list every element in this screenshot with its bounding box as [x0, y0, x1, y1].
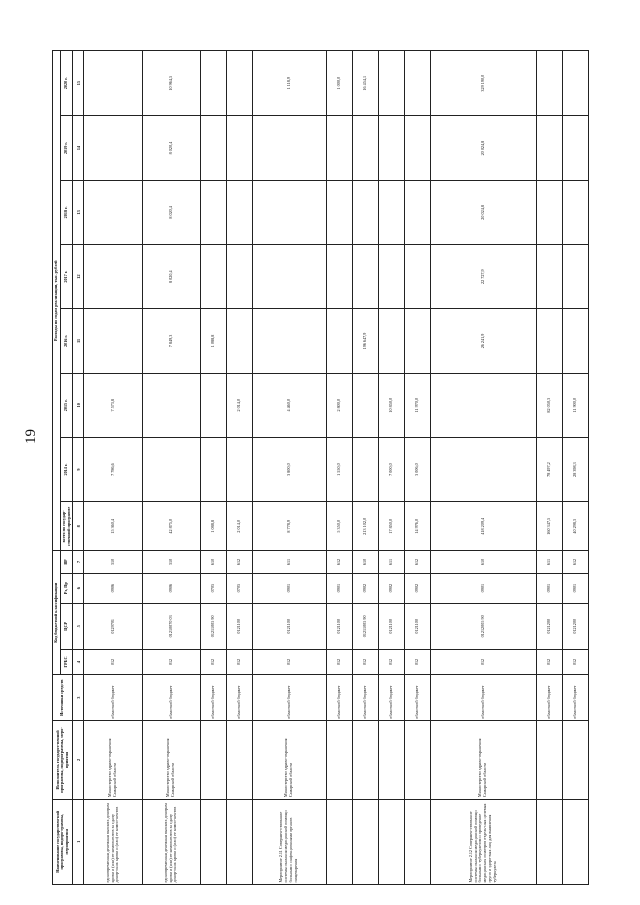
row-rzpr: 0902: [378, 573, 404, 603]
row-source: областной бюджет: [252, 675, 326, 721]
row-2018: [326, 180, 352, 244]
row-executor: [352, 721, 378, 799]
row-total: 14 976,0: [404, 502, 430, 551]
table-row: [226, 51, 252, 885]
row-2014: 7 786,6: [84, 437, 142, 501]
row-2018: [404, 180, 430, 244]
row-name: [378, 799, 404, 884]
row-2020: 16 454,1: [352, 51, 378, 116]
row-rzpr: 0901: [536, 573, 562, 603]
row-2019: [200, 116, 226, 180]
row-source: областной бюджет: [536, 675, 562, 721]
header-year: 2014 г.: [60, 437, 73, 501]
row-grbs: 012: [84, 649, 142, 674]
row-2020: [378, 51, 404, 116]
column-number: 10: [73, 373, 84, 437]
column-number: 12: [73, 245, 84, 309]
row-2019: [252, 116, 326, 180]
row-total: 15 360,4: [84, 502, 142, 551]
row-name: [352, 799, 378, 884]
row-2017: [200, 245, 226, 309]
row-rzpr: 0906: [84, 573, 142, 603]
row-executor: [404, 721, 430, 799]
row-executor: Министерство здраво-охранения Самарской области: [142, 721, 200, 799]
row-vr: 612: [404, 551, 430, 573]
row-2017: 22 727,9: [430, 245, 536, 309]
row-2017: [536, 245, 562, 309]
row-rzpr: 0906: [142, 573, 200, 603]
row-source: областной бюджет: [562, 675, 588, 721]
header-year: 2017 г.: [60, 245, 73, 309]
row-2018: [378, 180, 404, 244]
budget-table-rotated: [52, 50, 584, 885]
row-rzpr: 0901: [562, 573, 588, 603]
row-rzpr: 0901: [430, 573, 536, 603]
column-number: 14: [73, 116, 84, 180]
row-2020: [84, 51, 142, 116]
table-row: [378, 51, 404, 885]
table-row: [404, 51, 430, 885]
row-total: 160 347,5: [536, 502, 562, 551]
row-source: областной бюджет: [200, 675, 226, 721]
row-2017: 8 020,4: [142, 245, 200, 309]
row-2020: 329 190,0: [430, 51, 536, 116]
row-source: областной бюджет: [142, 675, 200, 721]
table-row: [562, 51, 588, 885]
row-2014: [142, 437, 200, 501]
row-2015: 2 800,0: [326, 373, 352, 437]
column-number: 5: [73, 603, 84, 649]
row-csr: 01210070 03: [142, 603, 200, 649]
row-total: 42 875,0: [142, 502, 200, 551]
table-row: [252, 51, 326, 885]
row-2019: [404, 116, 430, 180]
row-vr: 610: [200, 551, 226, 573]
row-2019: [84, 116, 142, 180]
table-body: [84, 51, 588, 885]
header-year: 2015 г.: [60, 373, 73, 437]
row-csr: 0121100: [326, 603, 352, 649]
row-source: областной бюджет: [430, 675, 536, 721]
row-2018: [252, 180, 326, 244]
row-2018: [200, 180, 226, 244]
row-total: 40 298,3: [562, 502, 588, 551]
row-2017: [326, 245, 352, 309]
row-name: [200, 799, 226, 884]
row-2018: [562, 180, 588, 244]
row-name: Мероприятие 2.12 Совершен-ствование системы оказания медицинской помощи больным с туберкулезом и проведение медицинских осмотров отдель-ных целевых групп и здоро-вых лиц для выявления туберкулеза: [430, 799, 536, 884]
row-2014: 28 398,3: [562, 437, 588, 501]
row-2019: [226, 116, 252, 180]
row-2014: [226, 437, 252, 501]
row-csr: 0121100: [404, 603, 430, 649]
row-name: [226, 799, 252, 884]
row-2017: [252, 245, 326, 309]
row-2020: [404, 51, 430, 116]
column-number: 2: [73, 721, 84, 799]
row-total: 5 350,0: [326, 502, 352, 551]
table-row: [352, 51, 378, 885]
row-2020: [226, 51, 252, 116]
row-vr: 611: [378, 551, 404, 573]
row-2020: 1 118,9: [252, 51, 326, 116]
row-2016: [536, 309, 562, 373]
header-executor: Исполнитель государст-венной программы, подпрограммы, меро-приятия: [53, 721, 73, 799]
column-number: 1: [73, 799, 84, 884]
row-name: [536, 799, 562, 884]
row-executor: Министерство здраво-охранения Самарской области: [430, 721, 536, 799]
row-executor: [326, 721, 352, 799]
table-row: [200, 51, 226, 885]
row-grbs: 012: [226, 649, 252, 674]
row-source: областной бюджет: [84, 675, 142, 721]
row-2017: [352, 245, 378, 309]
row-2015: 10 850,0: [378, 373, 404, 437]
row-csr: 0121200: [562, 603, 588, 649]
row-csr: 0129701: [84, 603, 142, 649]
row-executor: [562, 721, 588, 799]
column-number: 4: [73, 649, 84, 674]
header-csr: ЦСР: [60, 603, 73, 649]
row-executor: [200, 721, 226, 799]
row-2017: [226, 245, 252, 309]
row-executor: Министерство здраво-охранения Самарской области: [252, 721, 326, 799]
row-total: 1 088,8: [200, 502, 226, 551]
column-number: 15: [73, 51, 84, 116]
row-2014: 3 800,0: [252, 437, 326, 501]
table-row: [326, 51, 352, 885]
row-total: 8 778,9: [252, 502, 326, 551]
header-grbs: ГРБС: [60, 649, 73, 674]
row-2018: [536, 180, 562, 244]
row-2015: 7 573,8: [84, 373, 142, 437]
row-vr: 310: [142, 551, 200, 573]
row-2015: [352, 373, 378, 437]
row-2016: [226, 309, 252, 373]
column-number: 11: [73, 309, 84, 373]
row-executor: [378, 721, 404, 799]
row-total: 2 014,0: [226, 502, 252, 551]
row-rzpr: 0901: [252, 573, 326, 603]
header-vr: ВР: [60, 551, 73, 573]
column-number: 9: [73, 437, 84, 501]
column-number: 6: [73, 573, 84, 603]
row-executor: [536, 721, 562, 799]
row-name: [404, 799, 430, 884]
row-csr: 0121100: [378, 603, 404, 649]
header-budget-code: Код бюджетной классификации: [53, 551, 61, 675]
row-rzpr: 0902: [352, 573, 378, 603]
row-2014: [430, 437, 536, 501]
row-vr: 612: [226, 551, 252, 573]
row-2016: 1 088,8: [200, 309, 226, 373]
table-row: [84, 51, 142, 885]
row-total: 418 209,4: [430, 502, 536, 551]
row-csr: 01211005 90: [352, 603, 378, 649]
row-2015: 11 970,0: [404, 373, 430, 437]
row-2015: [430, 373, 536, 437]
row-2014: 78 497,2: [536, 437, 562, 501]
row-vr: 310: [84, 551, 142, 573]
row-rzpr: 0901: [326, 573, 352, 603]
row-vr: 611: [536, 551, 562, 573]
row-2015: 4 460,0: [252, 373, 326, 437]
row-vr: 610: [430, 551, 536, 573]
row-2018: 20 024,8: [430, 180, 536, 244]
row-rzpr: 0902: [404, 573, 430, 603]
row-2015: 2 014,0: [226, 373, 252, 437]
row-2014: 1 550,0: [326, 437, 352, 501]
row-grbs: 012: [562, 649, 588, 674]
header-year: 2019 г.: [60, 116, 73, 180]
row-2016: [84, 309, 142, 373]
column-number-row: [73, 51, 84, 885]
row-name: единовременная денежная выплата донорам крови и (или) ее компонентов за сдачу донор-ских крови и (или) ее компо-нентов: [84, 799, 142, 884]
row-vr: 612: [326, 551, 352, 573]
row-vr: 611: [252, 551, 326, 573]
row-2020: 10 964,5: [142, 51, 200, 116]
row-total: 213 102,0: [352, 502, 378, 551]
row-2017: [378, 245, 404, 309]
row-2018: [84, 180, 142, 244]
row-name: [562, 799, 588, 884]
row-2016: [404, 309, 430, 373]
row-2019: [562, 116, 588, 180]
row-2014: 3 006,0: [404, 437, 430, 501]
row-name: единовременная денежная выплата донорам крови и (или) ее компонентов за сдачу донор-ских крови и (или) ее компо-нентов: [142, 799, 200, 884]
row-csr: 01211005 90: [200, 603, 226, 649]
column-number: 8: [73, 502, 84, 551]
column-number: 13: [73, 180, 84, 244]
row-2015: [200, 373, 226, 437]
row-2019: [536, 116, 562, 180]
row-grbs: 012: [536, 649, 562, 674]
header-year: 2020 г.: [60, 51, 73, 116]
header-year: 2018 г.: [60, 180, 73, 244]
row-2019: [378, 116, 404, 180]
row-2017: [84, 245, 142, 309]
column-number: 3: [73, 675, 84, 721]
header-rzpr: Рз, Пр: [60, 573, 73, 603]
row-2019: 20 024,8: [430, 116, 536, 180]
row-rzpr: 0705: [226, 573, 252, 603]
row-2015: 82 050,3: [536, 373, 562, 437]
row-grbs: 012: [404, 649, 430, 674]
row-2014: 7 000,0: [378, 437, 404, 501]
row-2020: [200, 51, 226, 116]
row-2016: [252, 309, 326, 373]
row-2017: [404, 245, 430, 309]
row-2016: [326, 309, 352, 373]
row-2016: 7 849,3: [142, 309, 200, 373]
row-grbs: 012: [352, 649, 378, 674]
row-csr: 0121200: [536, 603, 562, 649]
row-vr: 610: [352, 551, 378, 573]
row-2014: [352, 437, 378, 501]
row-grbs: 012: [200, 649, 226, 674]
row-total: 17 850,0: [378, 502, 404, 551]
row-grbs: 012: [252, 649, 326, 674]
row-2016: [378, 309, 404, 373]
row-name: [326, 799, 352, 884]
row-2019: [326, 116, 352, 180]
row-grbs: 012: [142, 649, 200, 674]
row-2016: 196 647,9: [352, 309, 378, 373]
row-csr: 0121100: [226, 603, 252, 649]
row-rzpr: 0705: [200, 573, 226, 603]
row-source: областной бюджет: [326, 675, 352, 721]
row-source: областной бюджет: [404, 675, 430, 721]
row-executor: Министерство здраво-охранения Самарской области: [84, 721, 142, 799]
header-total: всего по государ-ственной программе: [60, 502, 73, 551]
row-source: областной бюджет: [226, 675, 252, 721]
budget-table: [52, 50, 589, 885]
row-csr: 01212005 90: [430, 603, 536, 649]
header-name: Наименование государствен-ной программы, подпро-граммы, мероприятия: [53, 799, 73, 884]
row-2020: 1 000,0: [326, 51, 352, 116]
row-2015: [142, 373, 200, 437]
row-2018: [352, 180, 378, 244]
row-2020: [536, 51, 562, 116]
table-row: [142, 51, 200, 885]
row-source: областной бюджет: [352, 675, 378, 721]
row-2016: 26 241,9: [430, 309, 536, 373]
row-2018: 8 020,4: [142, 180, 200, 244]
row-grbs: 012: [326, 649, 352, 674]
row-2014: [200, 437, 226, 501]
row-2015: 11 900,0: [562, 373, 588, 437]
row-grbs: 012: [378, 649, 404, 674]
table-row: [430, 51, 536, 885]
row-2020: [562, 51, 588, 116]
row-name: Мероприятие 2.11 Совершен-ствование системы оказания медицинской помощи больным с инфекционными органов пищеварения: [252, 799, 326, 884]
row-2019: [352, 116, 378, 180]
table-row: [536, 51, 562, 885]
row-executor: [226, 721, 252, 799]
page-number: 19: [23, 429, 39, 444]
row-csr: 0121100: [252, 603, 326, 649]
row-source: областной бюджет: [378, 675, 404, 721]
row-vr: 612: [562, 551, 588, 573]
column-number: 7: [73, 551, 84, 573]
header-expenses: Расходы по годам реализации, тыс. рублей: [53, 51, 61, 551]
row-2018: [226, 180, 252, 244]
row-2017: [562, 245, 588, 309]
row-2016: [562, 309, 588, 373]
row-grbs: 012: [430, 649, 536, 674]
row-2019: 8 020,4: [142, 116, 200, 180]
header-source: Источники средств: [53, 675, 73, 721]
header-year: 2016 г.: [60, 309, 73, 373]
